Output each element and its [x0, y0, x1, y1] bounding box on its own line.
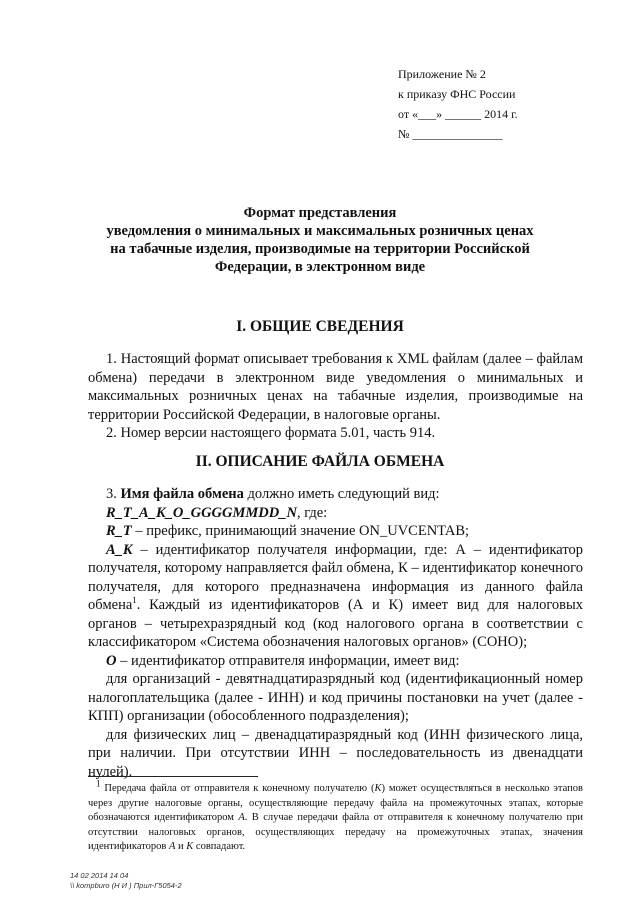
footnote-id-k: К — [374, 783, 382, 794]
file-name-pattern-line — [88, 504, 583, 523]
print-timestamp: 14 02 2014 14 04 — [70, 871, 129, 880]
footnote-part: Передача файла от отправителя к конечному получателю ( — [100, 783, 375, 794]
section-2-body — [88, 485, 583, 781]
phys-code-paragraph: для физических лиц – двенадцатиразрядный код (ИНН физического лица, при наличии. При отсутствии ИНН – последовательность из двенадцати нулей). — [88, 726, 583, 780]
paragraph-3 — [88, 485, 583, 504]
paragraph-2: 2. Номер версии настоящего формата 5.01, часть 914. — [106, 425, 436, 441]
term-o: O — [106, 652, 117, 669]
pattern-suffix: , где: — [296, 504, 328, 521]
footnote-id-k: К — [186, 841, 194, 852]
definition-rt-text: – префикс, принимающий значение ON_UVCENTAB; — [131, 523, 470, 539]
footnote-mark: 1 — [96, 778, 101, 789]
print-metadata — [70, 871, 182, 891]
document-title — [60, 204, 580, 276]
footnote-part: совпадают. — [193, 841, 246, 852]
definition-rt — [88, 522, 583, 541]
org-code-paragraph: для организаций - девятнадцатиразрядный код (идентификационный номер налогоплательщика (далее - ИНН) и код причины постановки на учет (далее - КПП) организации (обособленного подразделения); — [88, 671, 583, 724]
appendix-date: от «___» ______ 2014 г. — [398, 107, 518, 121]
footnote-text — [88, 778, 583, 855]
paragraph-3-text: должно иметь следующий вид: — [243, 486, 440, 502]
term-ak: A_K — [106, 541, 133, 558]
footnote-part: ) может осуществляться в несколько этапов через другие налоговые органы, осуществляющие передачу файла на промежуточных этапах, которые обозначаются идентификатором — [88, 783, 583, 823]
footnote-part: и — [175, 841, 187, 852]
section-1-heading: I. ОБЩИЕ СВЕДЕНИЯ — [236, 318, 404, 335]
paragraph-1: 1. Настоящий формат описывает требования к XML файлам (далее – файлам обмена) передачи в электронном виде уведомления о минимальных и максимальных розничных ценах на табачные изделия, производимые на территории Российской Федерации, в налоговые органы. — [88, 351, 583, 423]
title-line: Федерации, в электронном виде — [214, 259, 426, 275]
footnote-divider — [88, 776, 258, 777]
footnote — [88, 778, 583, 855]
section-1-body — [88, 350, 583, 443]
term-rt: R_T — [106, 523, 132, 539]
definition-o-text: – идентификатор отправителя информации, имеет вид: — [116, 652, 460, 669]
file-path: \\ kompburo (Н И ) Прил-Г5054-2 — [70, 881, 182, 890]
footnote-id-a: А — [238, 812, 245, 823]
paragraph-3-number: 3. — [106, 486, 121, 502]
title-line: Формат представления — [243, 205, 397, 221]
footnote-part: . В случае передачи файла от отправителя к конечному получателю при отсутствии налоговых органов, осуществляющих передачу на промежуточных этапах, значения идентификаторов — [88, 812, 583, 852]
definition-ak — [88, 541, 583, 652]
appendix-block — [398, 64, 598, 144]
title-line: на табачные изделия, производимые на территории Российской — [110, 241, 530, 257]
title-line: уведомления о минимальных и максимальных розничных ценах — [106, 223, 534, 239]
appendix-number: Приложение № 2 — [398, 67, 486, 81]
footnote-ref: 1 — [132, 595, 137, 606]
appendix-order: к приказу ФНС России — [398, 87, 516, 101]
footnote-id-a: А — [169, 841, 176, 852]
definition-ak-text: – идентификатор получателя информации, где: А – идентификатор получателя, которому направляется файл обмена, К – идентификатор конечного получателя, для которого предназначена информация из данного файла обмена — [88, 541, 583, 613]
file-name-pattern: R_T_A_K_O_GGGGMMDD_N — [106, 504, 297, 521]
file-name-label: Имя файла обмена — [120, 486, 244, 502]
section-2-heading: II. ОПИСАНИЕ ФАЙЛА ОБМЕНА — [195, 453, 445, 470]
definition-o — [88, 652, 583, 671]
appendix-order-number: № _______________ — [398, 127, 503, 141]
definition-ak-text-cont: . Каждый из идентификаторов (А и К) имеет вид для налоговых органов – четырехразрядный код (код налогового органа в соответствии с классификатором «Система обозначения налоговых органов» (СОНО); — [88, 597, 583, 650]
